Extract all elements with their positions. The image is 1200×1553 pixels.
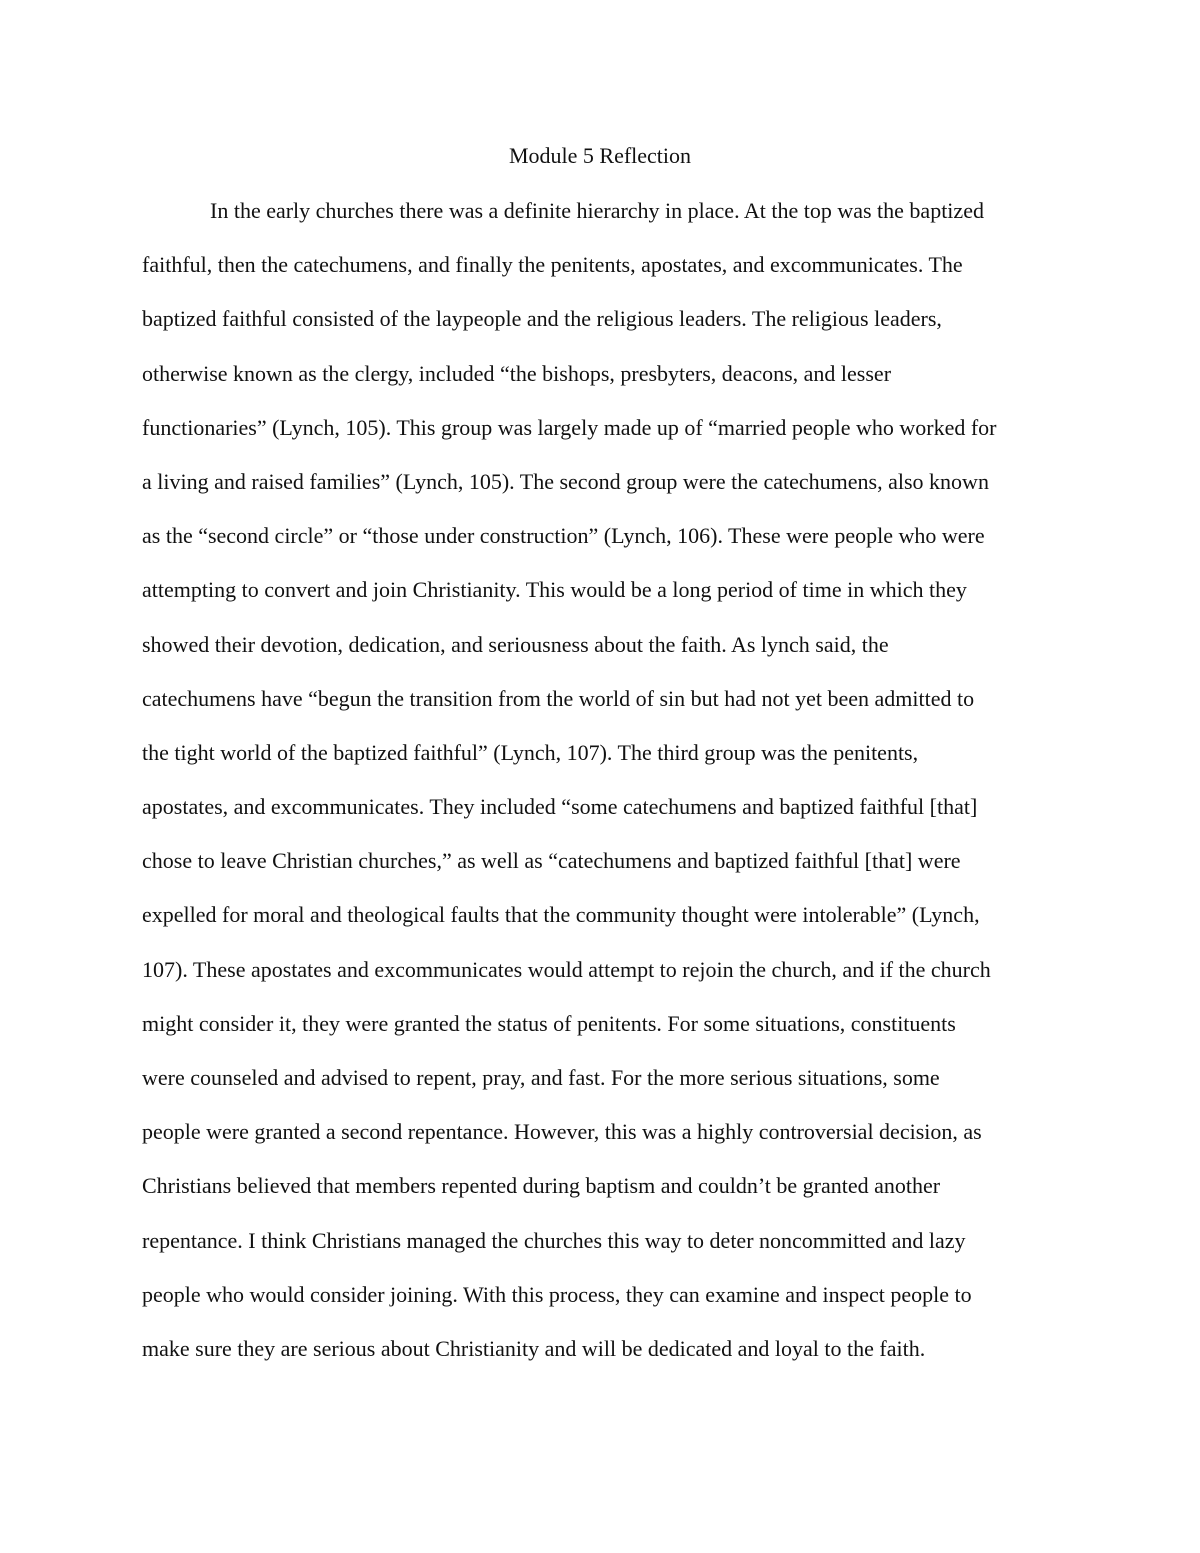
paragraph-line: as the “second circle” or “those under construction” (Lynch, 106). These were people who were [142, 523, 985, 549]
paragraph-line: expelled for moral and theological faults that the community thought were intolerable” (Lynch, [142, 902, 980, 928]
paragraph-line: catechumens have “begun the transition from the world of sin but had not yet been admitted to [142, 685, 975, 711]
document-title: Module 5 Reflection [508, 143, 692, 168]
paragraph-line: repentance. I think Christians managed the churches this way to deter noncommitted and lazy [142, 1227, 966, 1253]
paragraph-line: attempting to convert and join Christianity. This would be a long period of time in which they [142, 577, 967, 603]
paragraph-line: otherwise known as the clergy, included “the bishops, presbyters, deacons, and lesser [142, 360, 892, 386]
paragraph-line: baptized faithful consisted of the laypeople and the religious leaders. The religious leaders, [142, 306, 942, 332]
paragraph-line: faithful, then the catechumens, and finally the penitents, apostates, and excommunicates. The [142, 252, 963, 278]
paragraph-line: Christians believed that members repented during baptism and couldn’t be granted another [142, 1173, 941, 1199]
paragraph-line: make sure they are serious about Christianity and will be dedicated and loyal to the faith. [142, 1335, 926, 1361]
paragraph-line: 107). These apostates and excommunicates would attempt to rejoin the church, and if the church [142, 956, 991, 982]
paragraph-line: functionaries” (Lynch, 105). This group was largely made up of “married people who worked for [142, 414, 997, 440]
paragraph-line: people were granted a second repentance. However, this was a highly controversial decision, as [142, 1119, 982, 1145]
paragraph-line: were counseled and advised to repent, pray, and fast. For the more serious situations, some [142, 1065, 940, 1090]
paragraph-line: might consider it, they were granted the status of penitents. For some situations, constituents [142, 1010, 956, 1036]
paragraph-line: a living and raised families” (Lynch, 105). The second group were the catechumens, also known [142, 468, 989, 494]
paragraph-line: chose to leave Christian churches,” as well as “catechumens and baptized faithful [that] were [142, 848, 961, 874]
paragraph-line: showed their devotion, dedication, and seriousness about the faith. As lynch said, the [142, 631, 889, 657]
paragraph-line: the tight world of the baptized faithful” (Lynch, 107). The third group was the penitents, [142, 739, 919, 765]
reflection-paragraph [142, 195, 1072, 1387]
paragraph-line: apostates, and excommunicates. They included “some catechumens and baptized faithful [that] [142, 794, 978, 820]
paragraph-line: people who would consider joining. With this process, they can examine and inspect people to [142, 1281, 972, 1307]
paragraph-line: In the early churches there was a definite hierarchy in place. At the top was the baptized [210, 198, 984, 223]
